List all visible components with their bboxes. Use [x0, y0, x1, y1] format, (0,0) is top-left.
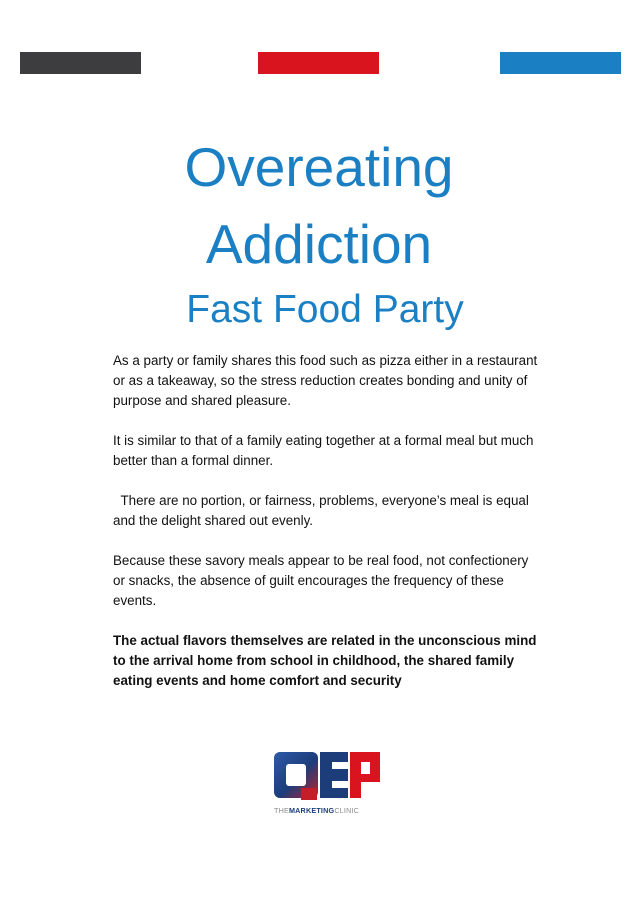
logo-tagline-marketing: MARKETING: [288, 806, 335, 815]
logo-tagline: [274, 806, 359, 815]
logo-tagline-the: THE: [274, 806, 289, 815]
page-title-line-2: Addiction: [205, 213, 433, 275]
bold-paragraph: The actual flavors themselves are related in the unconscious mind to the arrival home from school in childhood, the shared family eating events and home comfort and security: [113, 633, 541, 688]
header-bar-red: [258, 52, 379, 74]
article-body: [113, 351, 543, 711]
header-bar-blue: [500, 52, 621, 74]
paragraph: As a party or family shares this food such as pizza either in a restaurant or as a takeaway, so the stress reduction creates bonding and unity of purpose and shared pleasure.: [113, 353, 541, 408]
paragraph: There are no portion, or fairness, problems, everyone’s meal is equal and the delight shared out evenly.: [113, 493, 533, 528]
qep-logo-mark: [274, 752, 380, 804]
page-subtitle: Fast Food Party: [186, 288, 464, 331]
logo-tagline-clinic: CLINIC: [334, 806, 360, 815]
page-title-line-1: Overeating: [184, 136, 454, 198]
paragraph: It is similar to that of a family eating together at a formal meal but much better than a formal dinner.: [113, 433, 538, 468]
header-bar-dark: [20, 52, 141, 74]
paragraph: Because these savory meals appear to be real food, not confectionery or snacks, the absence of guilt encourages the frequency of these events.: [113, 553, 533, 608]
qep-logo: [274, 752, 380, 820]
